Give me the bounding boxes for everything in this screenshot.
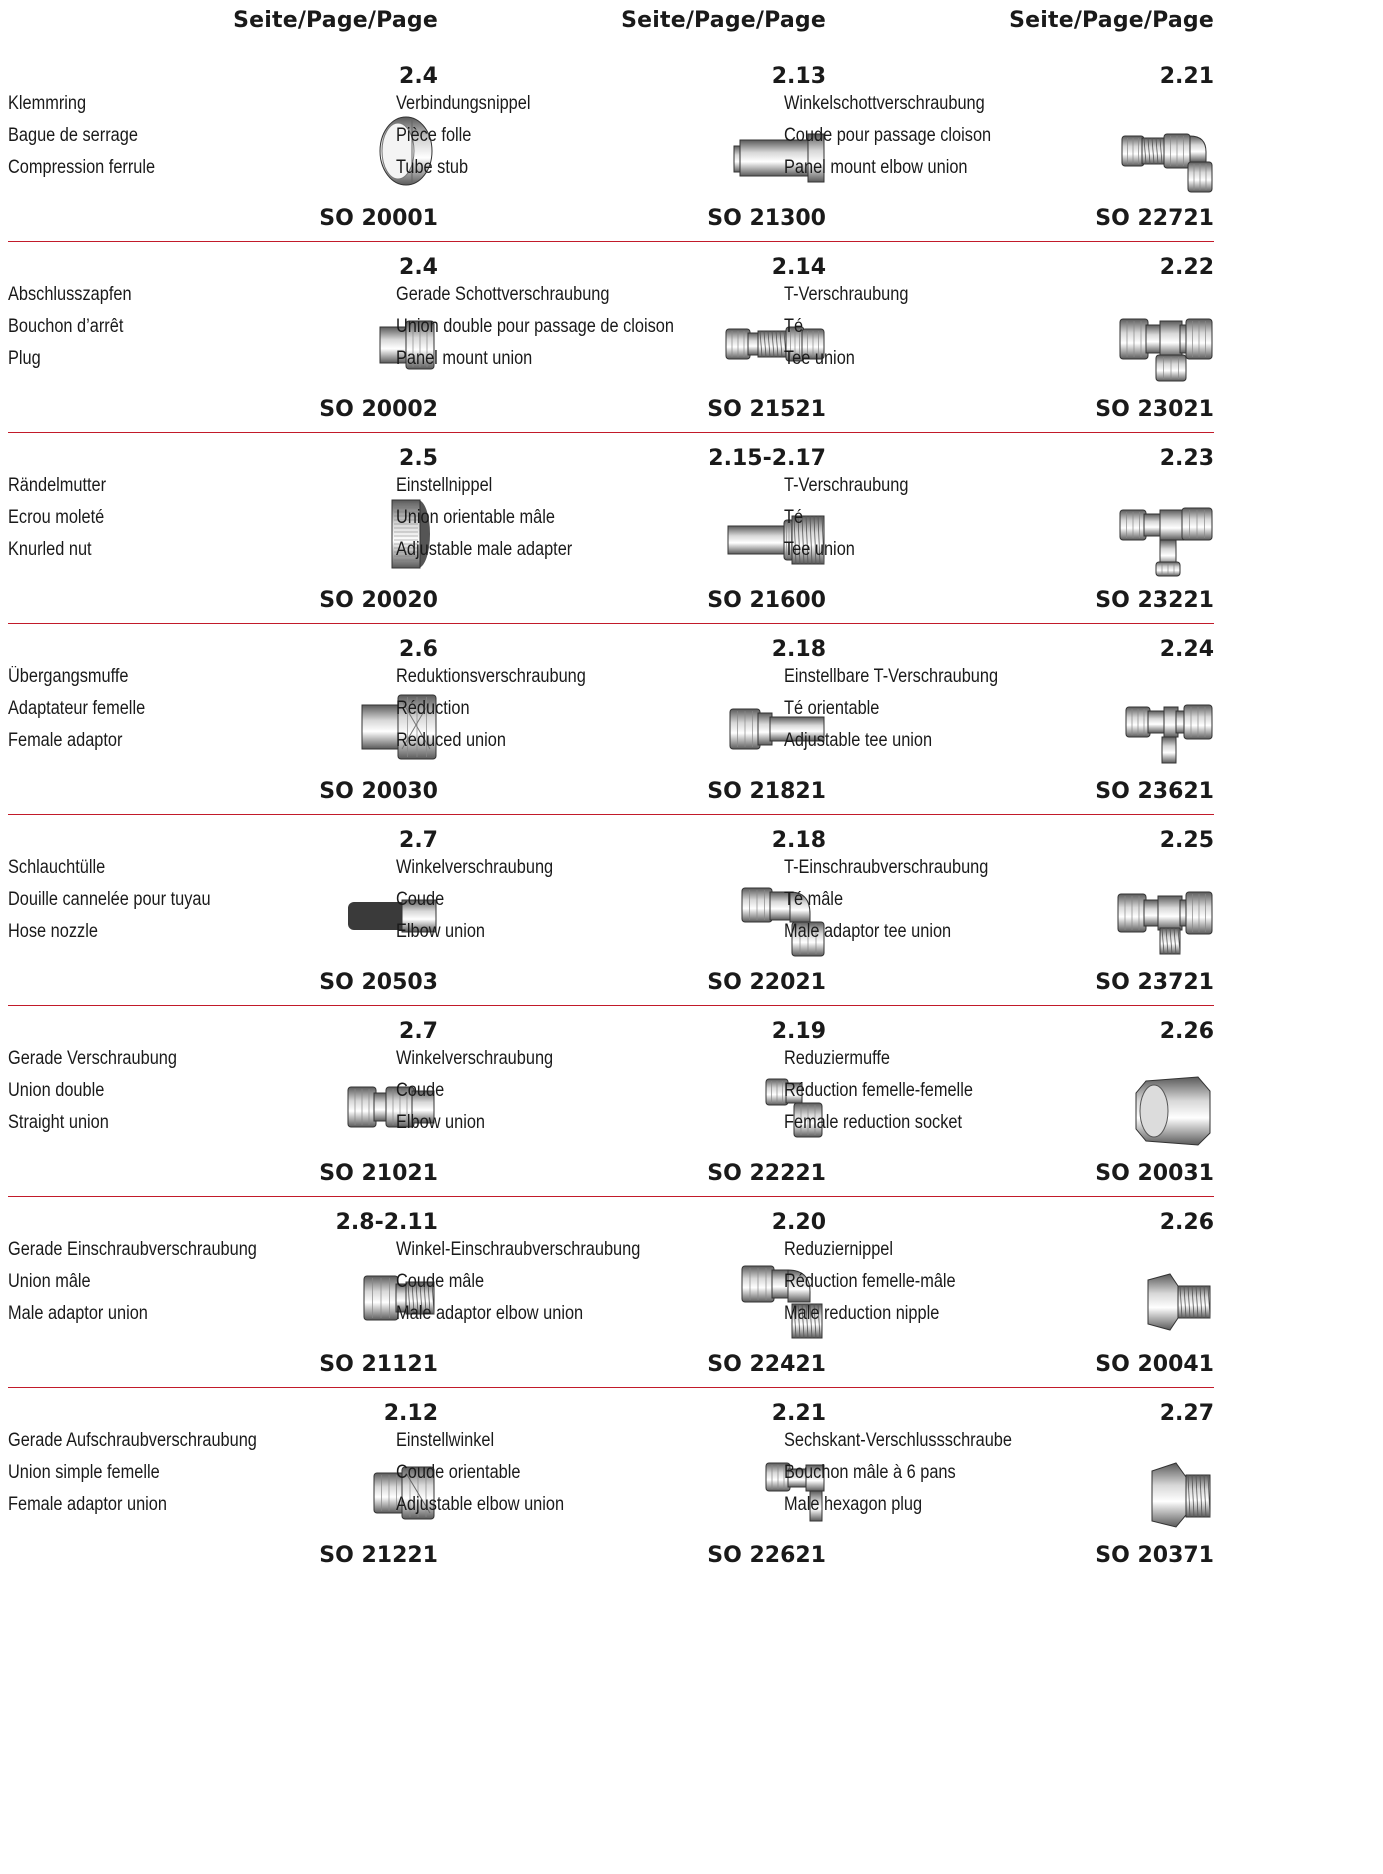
- column-header: Seite/Page/Page: [233, 8, 438, 33]
- name-french: Té: [784, 507, 804, 528]
- page-reference: 2.20: [771, 1210, 826, 1235]
- entry-divider: [396, 432, 826, 433]
- name-german: Schlauchtülle: [8, 857, 106, 878]
- product-names: [8, 1234, 297, 1330]
- name-german: Einstellnippel: [396, 475, 493, 496]
- entry-divider: [396, 241, 826, 242]
- entry-divider: [8, 1196, 438, 1197]
- name-french: Coude: [396, 889, 445, 910]
- entry-divider: [784, 1196, 1214, 1197]
- page-reference: 2.4: [399, 64, 438, 89]
- catalog-entry: [784, 444, 1214, 621]
- catalog-entry: [784, 1399, 1214, 1576]
- entry-divider: [8, 814, 438, 815]
- name-french: Union mâle: [8, 1271, 91, 1292]
- name-german: T-Verschraubung: [784, 475, 909, 496]
- product-code: SO 21600: [707, 588, 826, 613]
- catalog-entry: [8, 1017, 438, 1194]
- product-names: [8, 1043, 204, 1139]
- name-french: Union orientable mâle: [396, 507, 555, 528]
- entry-divider: [396, 814, 826, 815]
- entry-divider: [8, 432, 438, 433]
- page-reference: 2.22: [1159, 255, 1214, 280]
- page-reference: 2.23: [1159, 446, 1214, 471]
- name-french: Coude orientable: [396, 1462, 521, 1483]
- product-names: [396, 1234, 680, 1330]
- product-code: SO 21821: [707, 779, 826, 804]
- product-code: SO 21221: [319, 1543, 438, 1568]
- catalog-entry: [784, 1208, 1214, 1385]
- product-names: [8, 88, 179, 184]
- product-code: SO 22721: [1095, 206, 1214, 231]
- product-code: SO 21521: [707, 397, 826, 422]
- name-german: Übergangsmuffe: [8, 666, 129, 687]
- catalog-entry: [396, 635, 826, 812]
- product-names: [784, 1043, 1004, 1139]
- product-code: SO 23621: [1095, 779, 1214, 804]
- reduction-nipple-icon: [1094, 1252, 1214, 1342]
- name-german: Gerade Verschraubung: [8, 1048, 177, 1069]
- page-reference: 2.7: [399, 828, 438, 853]
- catalog-entry: [8, 253, 438, 430]
- name-french: Union simple femelle: [8, 1462, 160, 1483]
- name-english: Panel mount elbow union: [784, 157, 968, 178]
- name-german: Winkel-Einschraubverschraubung: [396, 1239, 641, 1260]
- page-reference: 2.8-2.11: [335, 1210, 438, 1235]
- catalog-entry: [784, 635, 1214, 812]
- entry-divider: [396, 623, 826, 624]
- entry-divider: [8, 623, 438, 624]
- entry-divider: [784, 1005, 1214, 1006]
- catalog-entry: [8, 1208, 438, 1385]
- page-reference: 2.26: [1159, 1019, 1214, 1044]
- name-english: Tee union: [784, 348, 855, 369]
- product-code: SO 20030: [319, 779, 438, 804]
- entry-divider: [8, 241, 438, 242]
- name-english: Elbow union: [396, 921, 486, 942]
- male-tee-icon: [1094, 870, 1214, 960]
- product-names: [396, 88, 552, 184]
- catalog-column-1: [8, 0, 438, 1874]
- name-english: Male hexagon plug: [784, 1494, 923, 1515]
- name-german: Gerade Einschraubverschraubung: [8, 1239, 257, 1260]
- product-names: [784, 1425, 1049, 1521]
- catalog-entry: [8, 635, 438, 812]
- page-reference: 2.19: [771, 1019, 826, 1044]
- product-names: [396, 852, 579, 948]
- product-code: SO 20041: [1095, 1352, 1214, 1377]
- product-code: SO 23221: [1095, 588, 1214, 613]
- catalog-entry: [784, 1017, 1214, 1194]
- name-english: Knurled nut: [8, 539, 92, 560]
- name-french: Té orientable: [784, 698, 880, 719]
- name-french: Pièce folle: [396, 125, 472, 146]
- page-reference: 2.26: [1159, 1210, 1214, 1235]
- product-code: SO 22621: [707, 1543, 826, 1568]
- catalog-entry: [8, 1399, 438, 1576]
- name-french: Réduction femelle-femelle: [784, 1080, 973, 1101]
- name-english: Reduced union: [396, 730, 506, 751]
- product-code: SO 21300: [707, 206, 826, 231]
- name-french: Bouchon d’arrêt: [8, 316, 124, 337]
- product-names: [784, 661, 1033, 757]
- name-english: Female adaptor union: [8, 1494, 167, 1515]
- product-names: [8, 279, 152, 375]
- product-code: SO 22421: [707, 1352, 826, 1377]
- page-reference: 2.7: [399, 1019, 438, 1044]
- entry-divider: [784, 623, 1214, 624]
- name-english: Female adaptor: [8, 730, 123, 751]
- name-english: Adjustable tee union: [784, 730, 933, 751]
- name-german: Winkelverschraubung: [396, 1048, 554, 1069]
- name-german: Sechskant-Verschlussschraube: [784, 1430, 1012, 1451]
- name-german: Gerade Aufschraubverschraubung: [8, 1430, 257, 1451]
- name-french: Ecrou moleté: [8, 507, 105, 528]
- name-french: Coude pour passage cloison: [784, 125, 992, 146]
- product-code: SO 23721: [1095, 970, 1214, 995]
- product-names: [396, 1425, 591, 1521]
- entry-divider: [396, 1196, 826, 1197]
- catalog-entry: [396, 253, 826, 430]
- name-french: Réduction: [396, 698, 470, 719]
- name-english: Plug: [8, 348, 41, 369]
- name-german: T-Einschraubverschraubung: [784, 857, 989, 878]
- page-reference: 2.24: [1159, 637, 1214, 662]
- product-code: SO 20031: [1095, 1161, 1214, 1186]
- name-german: Einstellwinkel: [396, 1430, 495, 1451]
- name-english: Hose nozzle: [8, 921, 98, 942]
- product-code: SO 23021: [1095, 397, 1214, 422]
- product-code: SO 22021: [707, 970, 826, 995]
- name-french: Union double: [8, 1080, 105, 1101]
- name-english: Male adaptor elbow union: [396, 1303, 584, 1324]
- page-reference: 2.6: [399, 637, 438, 662]
- product-code: SO 20371: [1095, 1543, 1214, 1568]
- name-german: Klemmring: [8, 93, 87, 114]
- name-german: Rändelmutter: [8, 475, 107, 496]
- product-names: [784, 852, 1022, 948]
- name-english: Male adaptor tee union: [784, 921, 952, 942]
- product-names: [784, 1234, 984, 1330]
- page-reference: 2.4: [399, 255, 438, 280]
- product-code: SO 20503: [319, 970, 438, 995]
- entry-divider: [396, 1005, 826, 1006]
- name-french: Té: [784, 316, 804, 337]
- product-names: [396, 470, 601, 566]
- name-english: Tube stub: [396, 157, 469, 178]
- page-reference: 2.25: [1159, 828, 1214, 853]
- name-english: Adjustable male adapter: [396, 539, 573, 560]
- name-german: Verbindungsnippel: [396, 93, 531, 114]
- name-english: Male reduction nipple: [784, 1303, 940, 1324]
- tee-union-small-icon: [1094, 488, 1214, 578]
- catalog-entry: [8, 62, 438, 239]
- product-names: [784, 279, 929, 375]
- product-code: SO 20020: [319, 588, 438, 613]
- product-code: SO 21021: [319, 1161, 438, 1186]
- name-english: Tee union: [784, 539, 855, 560]
- catalog-entry: [784, 826, 1214, 1003]
- entry-divider: [784, 814, 1214, 815]
- column-header: Seite/Page/Page: [1009, 8, 1214, 33]
- reduction-socket-icon: [1094, 1061, 1214, 1151]
- page-reference: 2.13: [771, 64, 826, 89]
- name-french: Adaptateur femelle: [8, 698, 146, 719]
- name-english: Male adaptor union: [8, 1303, 148, 1324]
- entry-divider: [396, 1387, 826, 1388]
- name-german: Gerade Schottverschraubung: [396, 284, 610, 305]
- hexagon-plug-icon: [1094, 1443, 1214, 1533]
- name-english: Female reduction socket: [784, 1112, 963, 1133]
- catalog-entry: [396, 444, 826, 621]
- entry-divider: [8, 1005, 438, 1006]
- catalog-entry: [396, 1017, 826, 1194]
- product-names: [396, 279, 719, 375]
- name-german: Winkelschottverschraubung: [784, 93, 985, 114]
- catalog-entry: [396, 826, 826, 1003]
- name-english: Panel mount union: [396, 348, 533, 369]
- name-english: Compression ferrule: [8, 157, 156, 178]
- entry-divider: [784, 241, 1214, 242]
- page-reference: 2.14: [771, 255, 826, 280]
- page-reference: 2.15-2.17: [708, 446, 826, 471]
- name-german: Einstellbare T-Verschraubung: [784, 666, 999, 687]
- name-german: Reduziernippel: [784, 1239, 894, 1260]
- page-reference: 2.21: [771, 1401, 826, 1426]
- product-names: [8, 661, 168, 757]
- name-german: Reduktionsverschraubung: [396, 666, 586, 687]
- product-names: [8, 470, 122, 566]
- product-names: [396, 1043, 579, 1139]
- page-reference: 2.12: [383, 1401, 438, 1426]
- product-names: [8, 852, 244, 948]
- product-names: [784, 88, 1025, 184]
- page-reference: 2.5: [399, 446, 438, 471]
- name-french: Union double pour passage de cloison: [396, 316, 674, 337]
- name-english: Straight union: [8, 1112, 109, 1133]
- page-reference: 2.18: [771, 828, 826, 853]
- name-english: Elbow union: [396, 1112, 486, 1133]
- tee-union-icon: [1094, 297, 1214, 387]
- product-code: SO 22221: [707, 1161, 826, 1186]
- name-german: Abschlusszapfen: [8, 284, 132, 305]
- product-names: [784, 470, 929, 566]
- name-english: Adjustable elbow union: [396, 1494, 565, 1515]
- page-reference: 2.27: [1159, 1401, 1214, 1426]
- product-names: [396, 661, 617, 757]
- product-code: SO 21121: [319, 1352, 438, 1377]
- page-reference: 2.18: [771, 637, 826, 662]
- catalog-entry: [8, 826, 438, 1003]
- catalog-column-3: [784, 0, 1214, 1874]
- column-header: Seite/Page/Page: [621, 8, 826, 33]
- entry-divider: [784, 1387, 1214, 1388]
- catalog-entry: [784, 253, 1214, 430]
- entry-divider: [8, 1387, 438, 1388]
- name-german: Reduziermuffe: [784, 1048, 890, 1069]
- catalog-entry: [8, 444, 438, 621]
- page-reference: 2.21: [1159, 64, 1214, 89]
- name-french: Douille cannelée pour tuyau: [8, 889, 211, 910]
- catalog-entry: [784, 62, 1214, 239]
- name-french: Réduction femelle-mâle: [784, 1271, 956, 1292]
- name-german: Winkelverschraubung: [396, 857, 554, 878]
- product-code: SO 20002: [319, 397, 438, 422]
- product-code: SO 20001: [319, 206, 438, 231]
- catalog-entry: [396, 1208, 826, 1385]
- catalog-column-2: [396, 0, 826, 1874]
- catalog-entry: [396, 62, 826, 239]
- catalog-entry: [396, 1399, 826, 1576]
- name-french: Coude: [396, 1080, 445, 1101]
- name-german: T-Verschraubung: [784, 284, 909, 305]
- name-french: Bague de serrage: [8, 125, 138, 146]
- name-french: Té mâle: [784, 889, 844, 910]
- adjustable-tee-icon: [1094, 679, 1214, 769]
- name-french: Bouchon mâle à 6 pans: [784, 1462, 956, 1483]
- name-french: Coude mâle: [396, 1271, 485, 1292]
- product-names: [8, 1425, 297, 1521]
- entry-divider: [784, 432, 1214, 433]
- panel-elbow-icon: [1094, 106, 1214, 196]
